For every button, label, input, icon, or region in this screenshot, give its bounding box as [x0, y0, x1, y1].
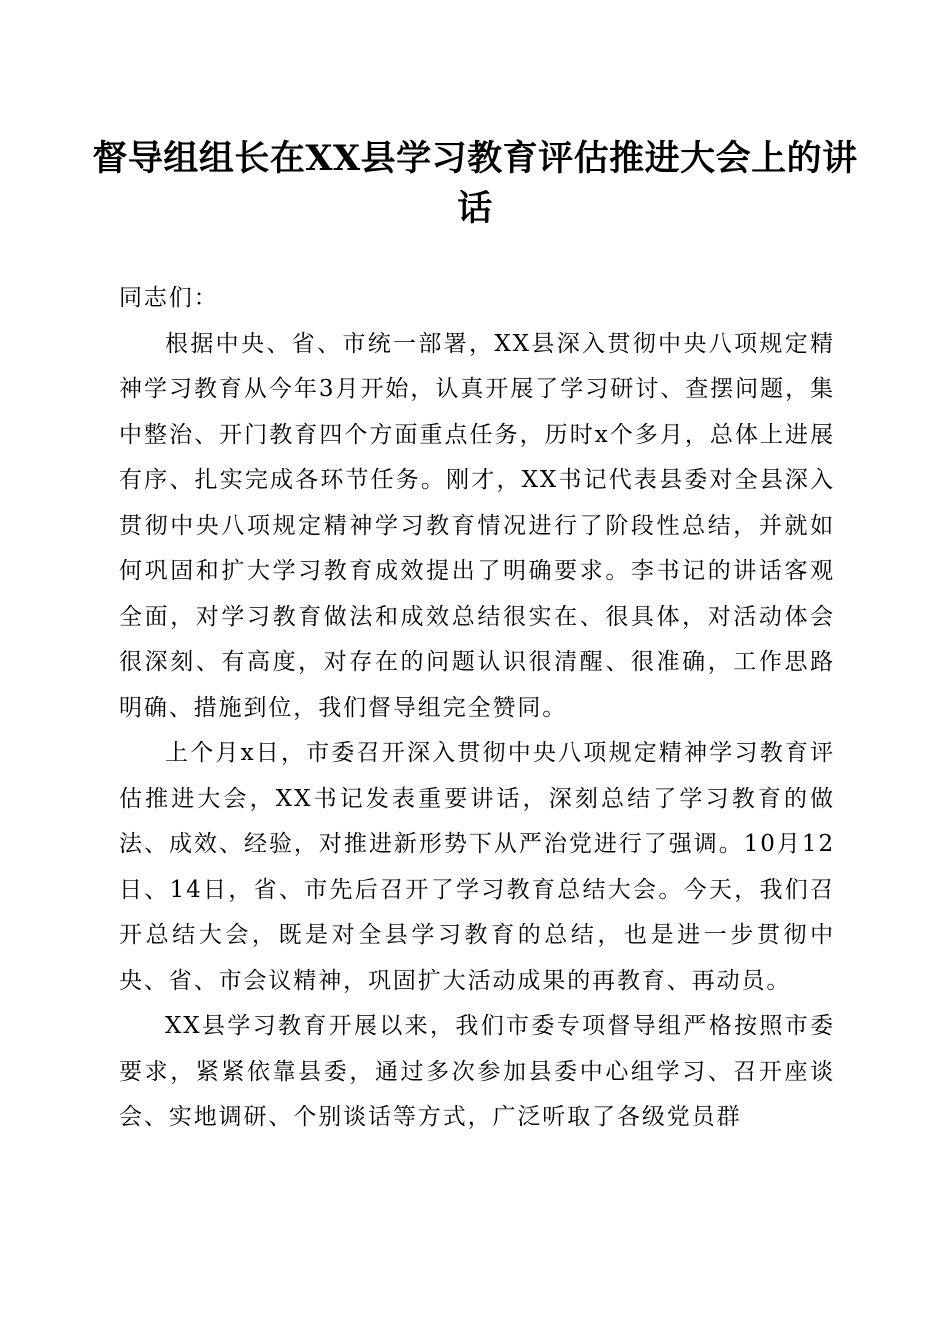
- paragraph-3: XX县学习教育开展以来，我们市委专项督导组严格按照市委要求，紧紧依靠县委，通过多次参加县委中心组学习、召开座谈会、实地调研、个别谈话等方式，广泛听取了各级党员群: [119, 1013, 835, 1130]
- salutation: 同志们：: [119, 285, 219, 311]
- paragraph-1: 根据中央、省、市统一部署，XX县深入贯彻中央八项规定精神学习教育从今年3月开始，认真开展了学习研讨、查摆问题，集中整治、开门教育四个方面重点任务，历时x个多月，总体上进展有序、扎实完成各环节任务。刚才，XX书记代表县委对全县深入贯彻中央八项规定精神学习教育情况进行了阶段性总结，并就如何巩固和扩大学习教育成效提出了明确要求。李书记的讲话客观全面，对学习教育做法和成效总结很实在、很具体，对活动体会很深刻、有高度，对存在的问题认识很清醒、很准确，工作思路明确、措施到位，我们督导组完全赞同。: [119, 330, 835, 721]
- paragraph-2: 上个月x日，市委召开深入贯彻中央八项规定精神学习教育评估推进大会，XX书记发表重要讲话，深刻总结了学习教育的做法、成效、经验，对推进新形势下从严治党进行了强调。10月12日、14日，省、市先后召开了学习教育总结大会。今天，我们召开总结大会，既是对全县学习教育的总结，也是进一步贯彻中央、省、市会议精神，巩固扩大活动成果的再教育、再动员。: [119, 740, 835, 994]
- document-body: [119, 276, 835, 1141]
- document-title: 督导组组长在XX县学习教育评估推进大会上的讲话: [92, 138, 858, 229]
